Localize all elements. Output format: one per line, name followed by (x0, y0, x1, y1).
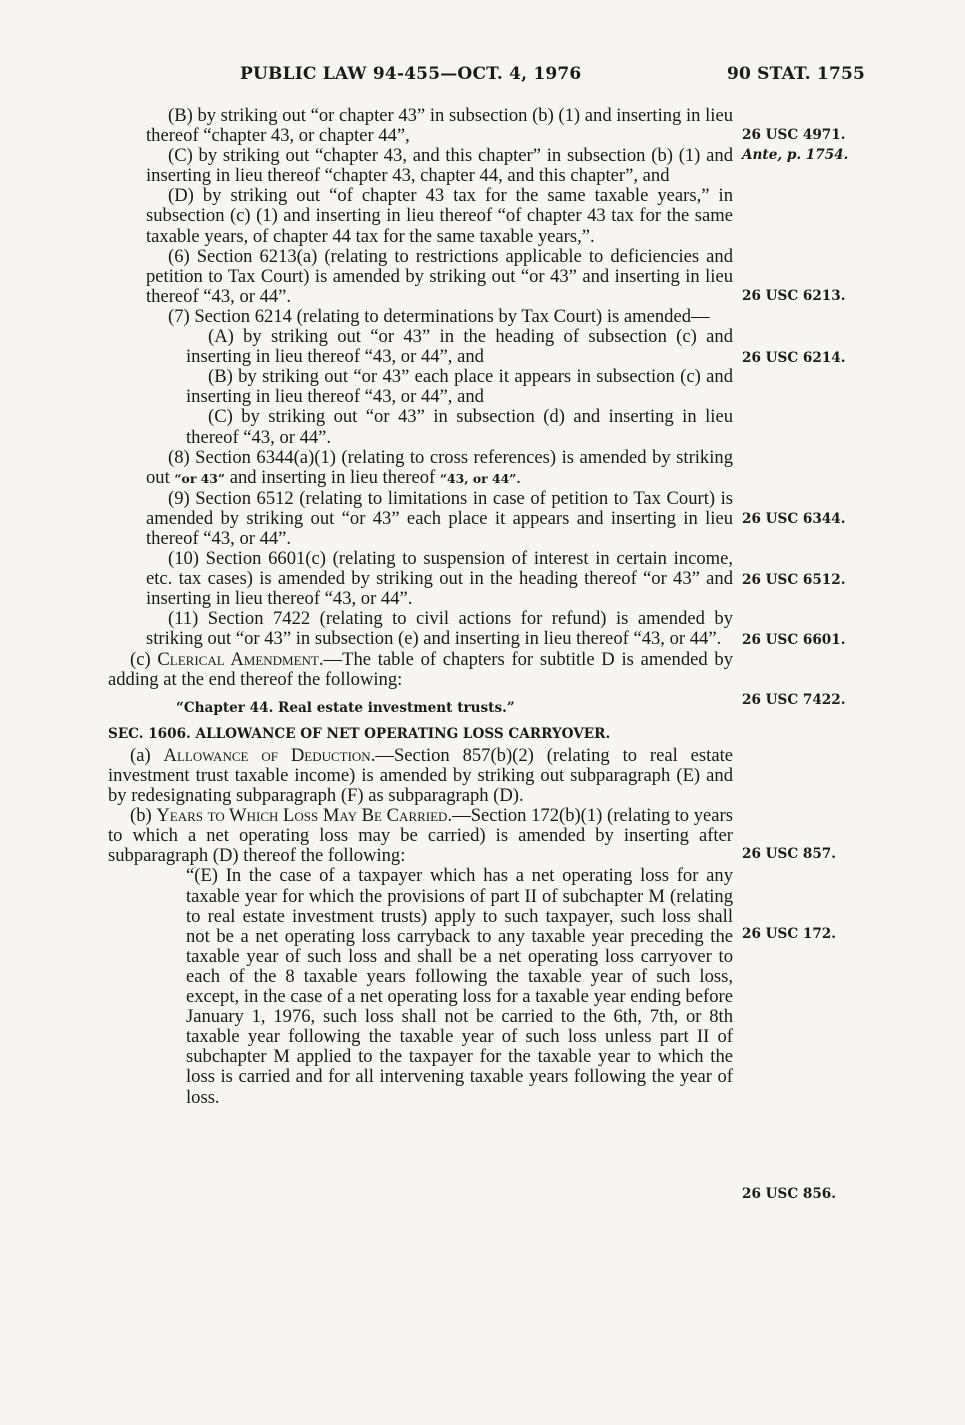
para-8-text: (8) Section 6344(a)(1) (relating to cross references) is amended by striking out (146, 446, 733, 488)
margin-note-6512: 26 USC 6512. (742, 572, 846, 588)
para-b-chapter-43: (B) by striking out “or chapter 43” in subsection (b) (1) and inserting in lieu thereof “chapter 43, or chapter 44”, (146, 105, 733, 147)
years-carried-text: —Section 172(b)(1) (relating to years to which a net operating loss may be carried) is amended by inserting after subparagraph (D) thereof the following: (108, 805, 733, 867)
margin-note-4971: 26 USC 4971. (742, 127, 846, 143)
para-10-section-6601: (10) Section 6601(c) (relating to suspension of interest in certain income, etc. tax cases) is amended by striking out in the heading thereof “or 43” and inserting in lieu thereof “43, or 44”. (146, 548, 733, 610)
para-a-allowance-of-deduction (108, 746, 733, 806)
clerical-amendment-text: —The table of chapters for subtitle D is amended by adding at the end thereof the following: (108, 648, 733, 690)
para-7-section-6214: (7) Section 6214 (relating to determinations by Tax Court) is amended— (168, 305, 710, 327)
para-7c: (C) by striking out “or 43” in subsection (d) and inserting in lieu thereof “43, or 44”. (186, 406, 733, 448)
para-7a: (A) by striking out “or 43” in the heading of subsection (c) and inserting in lieu thereof “43, or 44”, and (186, 326, 733, 368)
para-b-label: (b) (130, 805, 152, 827)
para-e-inserted-text: “(E) In the case of a taxpayer which has a net operating loss for any taxable year for which the provisions of part II of subchapter M (relating to real estate investment trusts) apply to such taxpayer, such loss shall not be a net operating loss carryback to any taxable year preceding the taxable year of such loss and shall be a net operating loss carryover to each of the 8 taxable years following the taxable year of such loss, except, in the case of a net operating loss for a taxable year ending before January 1, 1976, such loss shall not be carried to the 6th, 7th, or 8th taxable year following the taxable year of such loss unless part II of subchapter M applied to the taxpayer for the taxable year to which the loss is carried and for all intervening taxable years following the year of loss. (186, 865, 733, 1108)
statute-text (108, 106, 733, 1108)
para-c-clerical-amendment (108, 650, 733, 690)
margin-note-857: 26 USC 857. (742, 846, 836, 862)
para-6-section-6213: (6) Section 6213(a) (relating to restrictions applicable to deficiencies and petition to Tax Court) is amended by striking out “or 43” and inserting in lieu thereof “43, or 44”. (146, 245, 733, 307)
section-1606-heading: SEC. 1606. ALLOWANCE OF NET OPERATING LOSS CARRYOVER. (108, 725, 611, 742)
running-header-right: 90 STAT. 1755 (727, 64, 866, 84)
margin-note-ante: Ante, p. 1754. (742, 147, 849, 163)
para-8-text-2: and inserting in lieu thereof (229, 466, 436, 488)
years-carried-heading: Years to Which Loss May Be Carried. (156, 805, 453, 827)
margin-note-856: 26 USC 856. (742, 1186, 836, 1202)
para-b-years-carried (108, 806, 733, 866)
margin-note-6213: 26 USC 6213. (742, 288, 846, 304)
para-d-tax-same-years: (D) by striking out “of chapter 43 tax for the same taxable years,” in subsection (c) (1) and inserting in lieu thereof “of chapter 43 tax for the same taxable years, of chapter 44 tax for the same taxable years,”. (146, 185, 733, 247)
margin-note-6601: 26 USC 6601. (742, 632, 846, 648)
para-8-section-6344 (108, 448, 733, 489)
para-8-quote-or-43: “or 43” (174, 470, 226, 486)
clerical-amendment-heading: Clerical Amendment. (157, 648, 324, 670)
para-c-this-chapter: (C) by striking out “chapter 43, and this chapter” in subsection (b) (1) and inserting in lieu thereof “chapter 43, chapter 44, and this chapter”, and (146, 145, 733, 187)
para-8-quote-43-or-44: “43, or 44”. (439, 470, 521, 486)
para-9-section-6512: (9) Section 6512 (relating to limitations in case of petition to Tax Court) is amended by striking out “or 43” each place it appears and inserting in lieu thereof “43, or 44”. (146, 487, 733, 549)
para-a-label: (a) (130, 744, 151, 766)
para-11-section-7422: (11) Section 7422 (relating to civil actions for refund) is amended by striking out “or 43” in subsection (e) and inserting in lieu thereof “43, or 44”. (146, 608, 733, 650)
allowance-heading: Allowance of Deduction. (163, 744, 376, 766)
running-header-left: PUBLIC LAW 94-455—OCT. 4, 1976 (240, 64, 582, 84)
margin-note-7422: 26 USC 7422. (742, 692, 846, 708)
para-c-label: (c) (130, 648, 151, 670)
allowance-text: —Section 857(b)(2) (relating to real estate investment trust taxable income) is amended by striking out subparagraph (E) and by redesignating subparagraph (F) as subparagraph (D). (108, 744, 733, 807)
margin-note-172: 26 USC 172. (742, 926, 836, 942)
margin-note-6214: 26 USC 6214. (742, 350, 846, 366)
para-7b: (B) by striking out “or 43” each place it appears in subsection (c) and inserting in lieu thereof “43, or 44”, and (186, 366, 733, 408)
chapter-table-entry: “Chapter 44. Real estate investment trusts.” (176, 699, 515, 716)
margin-note-6344: 26 USC 6344. (742, 511, 846, 527)
